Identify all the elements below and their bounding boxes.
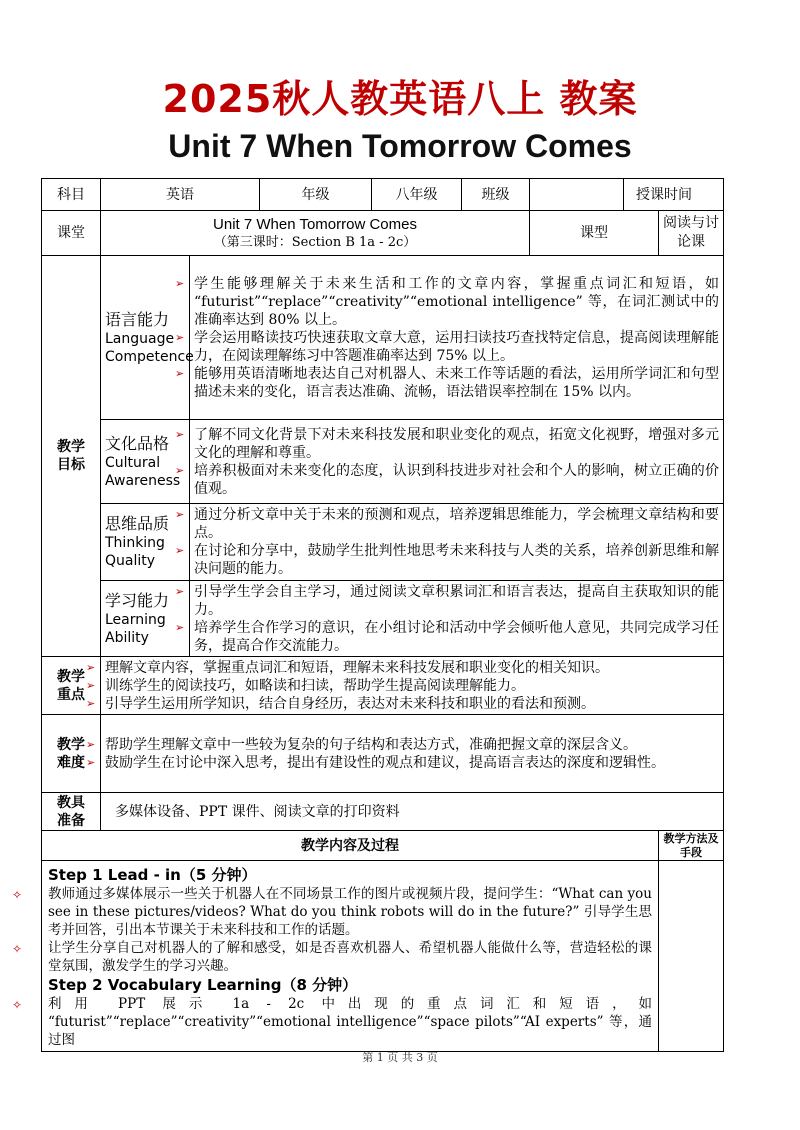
lesson-label: 课堂 xyxy=(42,211,101,256)
list-item: ➢ 引导学生学会自主学习，通过阅读文章积累词汇和语言表达，提高自主获取知识的能力。 xyxy=(175,583,719,618)
lesson-subtitle: （第三课时：Section B 1a - 2c） xyxy=(213,235,417,250)
list-item: ➢ 培养积极面对未来变化的态度，认识到科技进步对社会和个人的影响，树立正确的价值观。 xyxy=(175,462,719,497)
objective-items xyxy=(175,256,724,420)
class-value xyxy=(530,179,624,211)
objectives-label: 教学目标 xyxy=(42,256,101,657)
category-zh: 思维品质 xyxy=(105,514,170,533)
process-header: 教学内容及过程 xyxy=(42,831,659,861)
materials-row xyxy=(42,793,724,831)
class-label: 班级 xyxy=(462,179,530,211)
list-item: ➢ 鼓励学生在讨论中深入思考，提出有建设性的观点和建议，提高语言表达的深度和逻辑性。 xyxy=(86,754,665,771)
header-row xyxy=(42,179,724,211)
unit-title: Unit 7 When Tomorrow Comes xyxy=(168,128,632,164)
category-en: Learning Ability xyxy=(105,611,166,646)
list-item: ➢ 在讨论和分享中，鼓励学生批判性地思考未来科技与人类的关系，培养创新思维和解决问题的能力。 xyxy=(175,543,719,577)
difficulties-label: 教学难度 xyxy=(42,715,101,793)
objective-row xyxy=(42,256,724,420)
category-en: Language Competence xyxy=(105,330,194,365)
subject-label: 科目 xyxy=(42,179,101,211)
key-points-label: 教学重点 xyxy=(42,657,101,715)
process-content xyxy=(12,861,659,1052)
lesson-row xyxy=(42,211,724,256)
step-title: Step 2 Vocabulary Learning（8 分钟） xyxy=(48,976,358,994)
list-item: ✧ 利用 PPT 展示 1a - 2c 中出现的重点词汇和短语，如 “futurist”“replace”“creativity”“emotional intelligence”“space pilots”“AI experts” 等，通过图 xyxy=(12,996,652,1048)
grade-value: 八年级 xyxy=(372,179,462,211)
category-zh: 语言能力 xyxy=(105,309,170,329)
list-item: ➢ 培养学生合作学习的意识，在小组讨论和活动中学会倾听他人意见，共同完成学习任务，提高合作交流能力。 xyxy=(175,619,719,654)
objective-items xyxy=(175,420,724,504)
list-item: ➢ 学生能够理解关于未来生活和工作的文章内容，掌握重点词汇和短语，如 “futurist”“replace”“creativity”“emotional intelligence” 等，在词汇测试中的准确率达到 80% 以上。 xyxy=(175,275,719,328)
key-points-row xyxy=(42,657,724,715)
list-item: ✧ 让学生分享自己对机器人的了解和感受，如是否喜欢机器人、希望机器人能做什么等，营造轻松的课堂氛围，激发学生的学习兴趣。 xyxy=(12,940,652,974)
category-zh: 学习能力 xyxy=(105,590,170,610)
list-item: ➢ 理解文章内容，掌握重点词汇和短语，理解未来科技发展和职业变化的相关知识。 xyxy=(86,659,609,676)
grade-label: 年级 xyxy=(260,179,372,211)
objective-row xyxy=(42,581,724,657)
lesson-title: Unit 7 When Tomorrow Comes xyxy=(213,216,417,233)
subject-value: 英语 xyxy=(101,179,260,211)
objective-items xyxy=(175,504,724,581)
method-header: 教学方法及手段 xyxy=(659,831,724,861)
category-zh: 文化品格 xyxy=(105,433,170,453)
difficulties-row xyxy=(42,715,724,793)
time-label: 授课时间 xyxy=(624,179,724,211)
lesson-plan-table xyxy=(12,178,724,1052)
page-footer: 第 1 页 共 3 页 xyxy=(362,1051,438,1064)
type-value: 阅读与讨论课 xyxy=(659,211,724,256)
list-item: ➢ 学会运用略读技巧快速获取文章大意，运用扫读技巧查找特定信息，提高阅读理解能力，在阅读理解练习中答题准确率达到 75% 以上。 xyxy=(175,329,719,364)
list-item: ➢ 帮助学生理解文章中一些较为复杂的句子结构和表达方式，准确把握文章的深层含义。 xyxy=(86,736,637,753)
objective-items xyxy=(175,581,724,657)
list-item: ➢ 引导学生运用所学知识，结合自身经历，表达对未来科技和职业的看法和预测。 xyxy=(86,695,595,712)
method-cell xyxy=(659,861,724,1052)
lesson-title-cell xyxy=(101,211,530,256)
list-item: ➢ 能够用英语清晰地表达自己对机器人、未来工作等话题的看法，运用所学词汇和句型描述未来的变化，语言表达准确、流畅，语法错误率控制在 15% 以内。 xyxy=(175,365,719,400)
step-title: Step 1 Lead - in（5 分钟） xyxy=(48,866,257,884)
process-header-row xyxy=(42,831,724,861)
materials-value: 多媒体设备、PPT 课件、阅读文章的打印资料 xyxy=(101,793,724,831)
process-row xyxy=(42,861,724,1052)
difficulties-items xyxy=(86,715,724,793)
list-item: ➢ 通过分析文章中关于未来的预测和观点，培养逻辑思维能力，学会梳理文章结构和要点。 xyxy=(175,507,719,541)
materials-label: 教具准备 xyxy=(42,793,101,831)
category-en: Thinking Quality xyxy=(105,535,165,569)
key-points-items xyxy=(86,657,724,715)
objective-row xyxy=(42,420,724,504)
objective-row xyxy=(42,504,724,581)
list-item: ➢ 了解不同文化背景下对未来科技发展和职业变化的观点，拓宽文化视野，增强对多元文化的理解和尊重。 xyxy=(175,426,719,461)
document-title: 2025秋人教英语八上 教案 xyxy=(162,77,638,121)
list-item: ✧ 教师通过多媒体展示一些关于机器人在不同场景工作的图片或视频片段，提问学生：“What can you see in these pictures/videos? What do you think robots will do in the future?” 引导学生思考并回答，引出本节课关于未来科技和工作的话题。 xyxy=(12,886,652,938)
list-item: ➢ 训练学生的阅读技巧，如略读和扫读，帮助学生提高阅读理解能力。 xyxy=(86,677,525,694)
category-en: Cultural Awareness xyxy=(105,454,181,489)
type-label: 课型 xyxy=(530,211,659,256)
